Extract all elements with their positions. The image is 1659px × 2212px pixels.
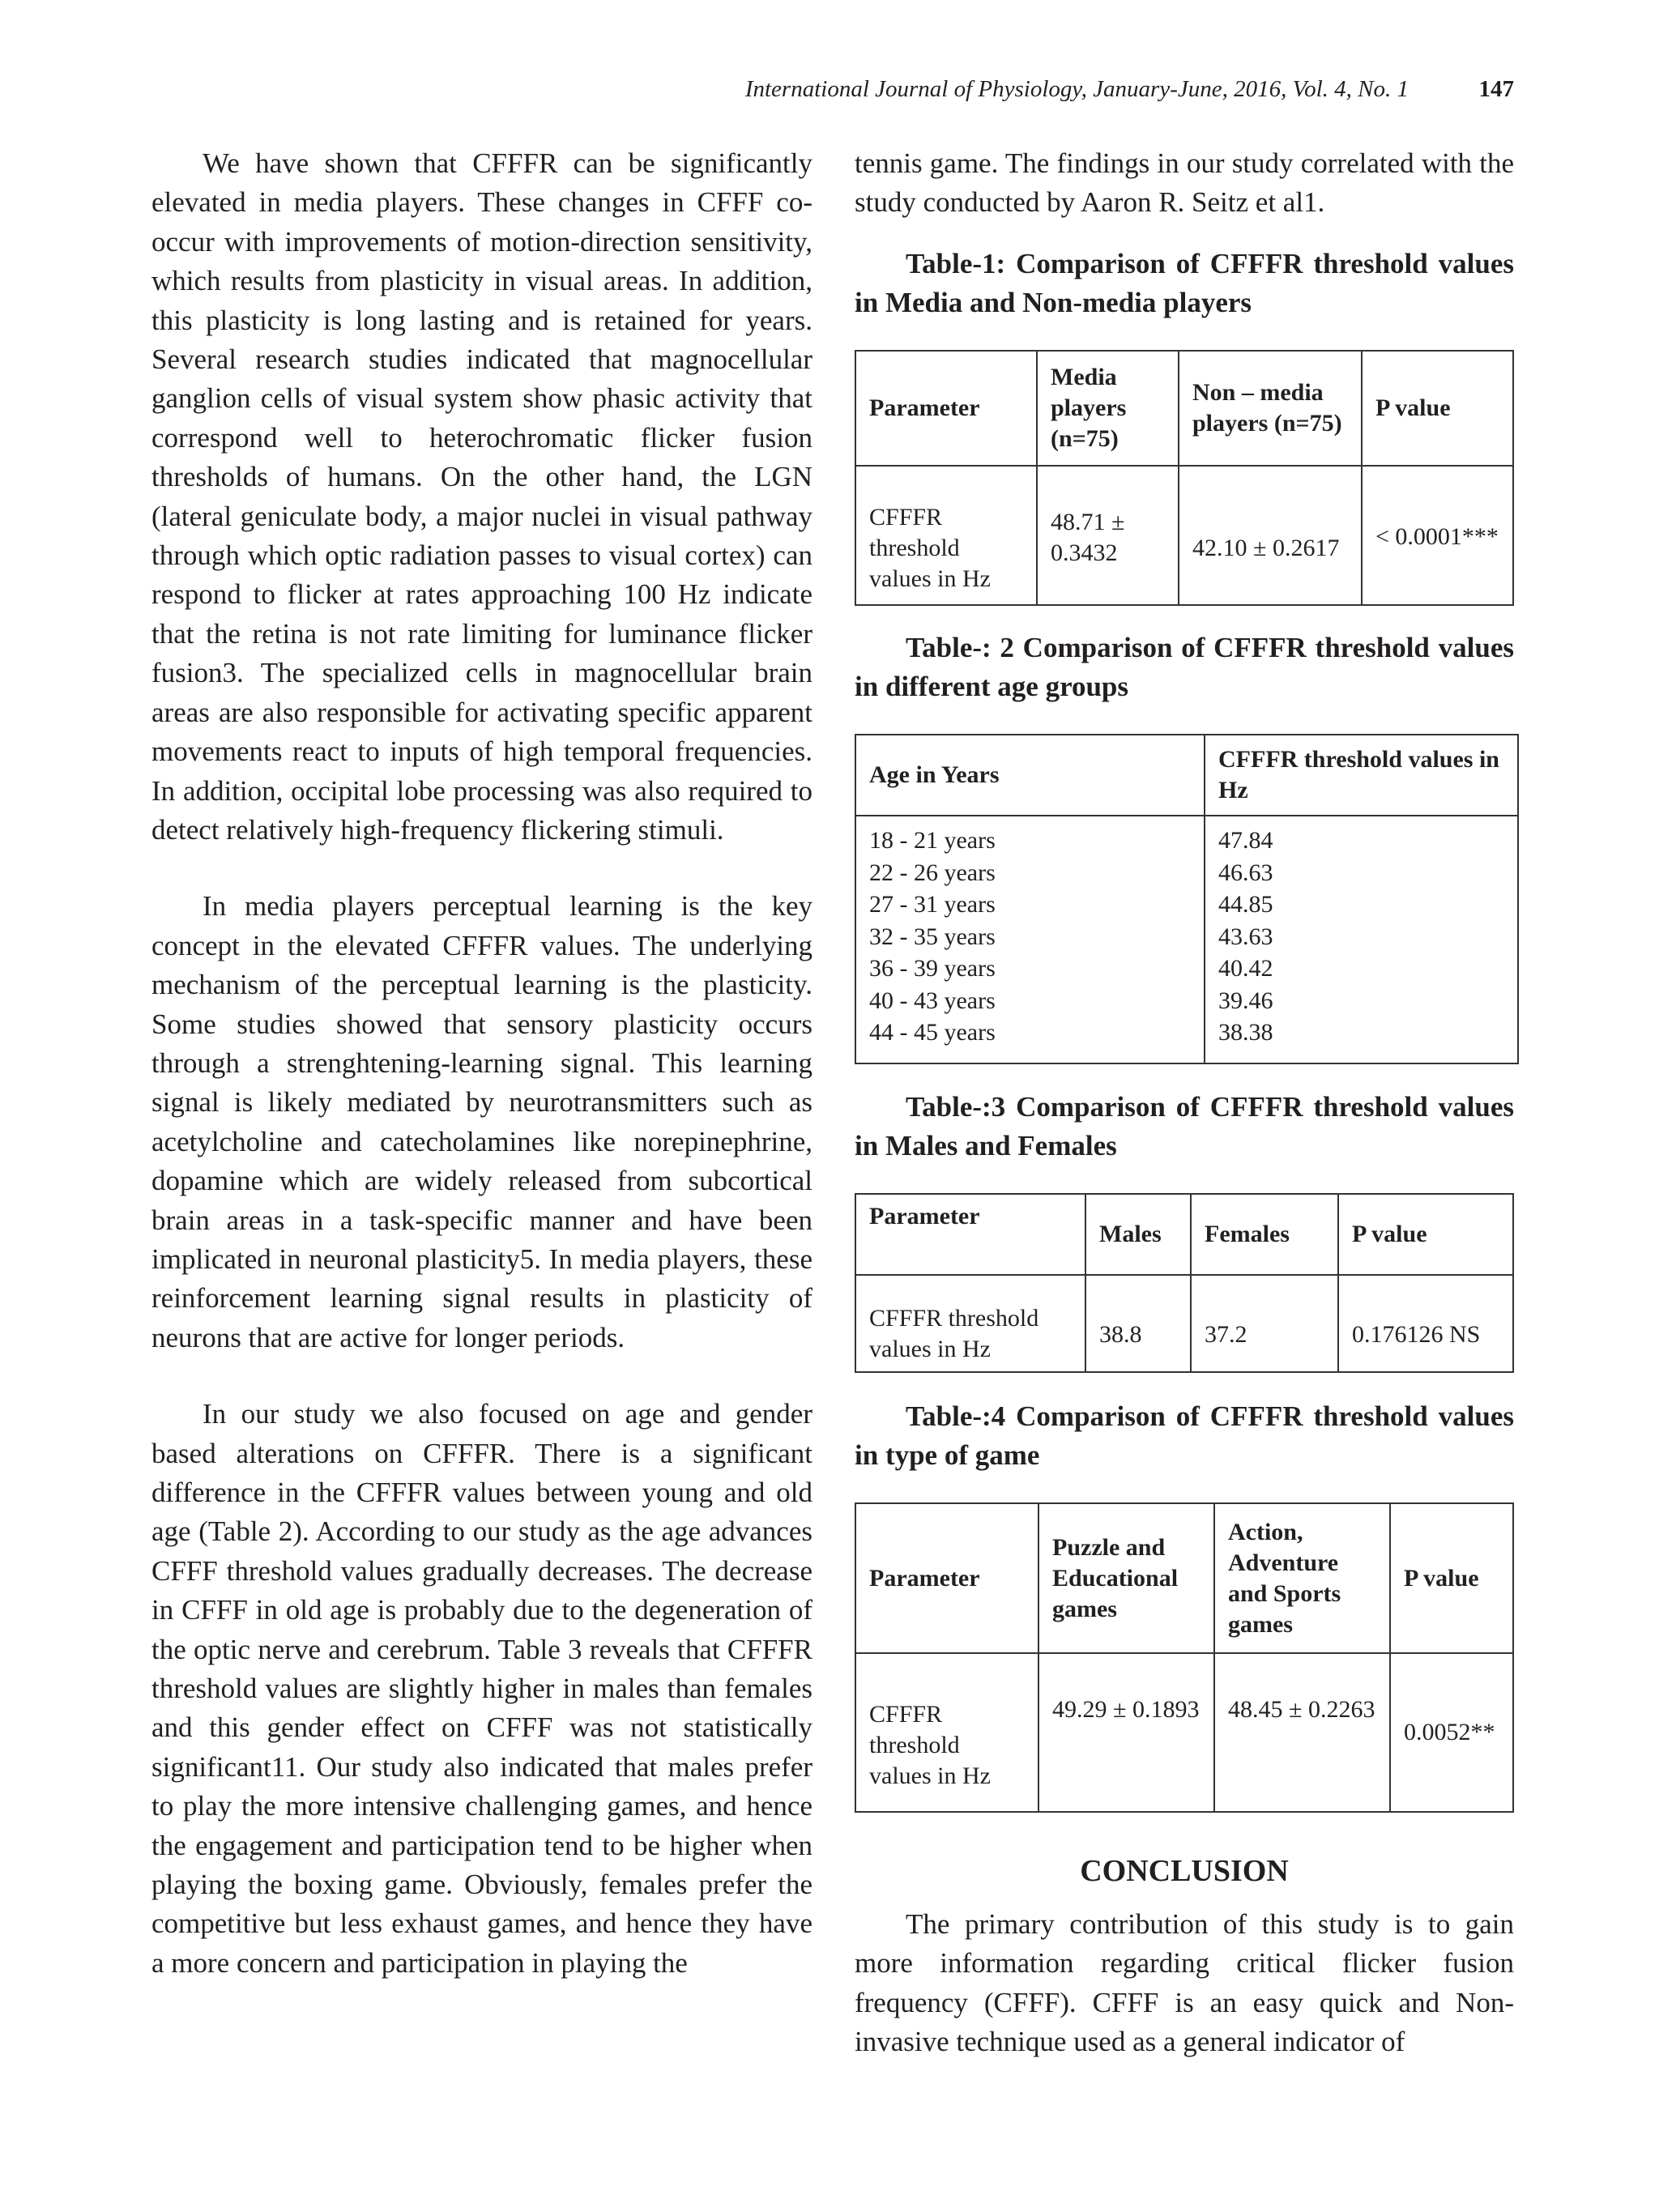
header-cell: Puzzle and Educational games [1038, 1503, 1214, 1653]
cell: 42.10 ± 0.2617 [1179, 466, 1362, 605]
table-row [855, 466, 1513, 605]
table-row [855, 1653, 1513, 1812]
caption: Table-1: Comparison of CFFFR threshold values in Media and Non-media players [855, 248, 1514, 319]
table3-caption [855, 1088, 1514, 1166]
age-group: 18 - 21 years [869, 827, 996, 854]
table4 [855, 1502, 1514, 1813]
threshold-value: 47.84 [1218, 827, 1273, 854]
cell: CFFFR threshold values in Hz [855, 466, 1037, 605]
header-cell: CFFFR threshold values in Hz [1205, 735, 1518, 816]
header-cell: Females [1191, 1194, 1338, 1275]
age-group: 22 - 26 years [869, 859, 996, 886]
age-group: 44 - 45 years [869, 1019, 996, 1046]
header-cell: P value [1338, 1194, 1513, 1275]
cell: 0.0052** [1390, 1653, 1513, 1812]
table1-caption [855, 245, 1514, 323]
table1 [855, 350, 1514, 606]
table2-caption [855, 629, 1514, 707]
journal-citation: International Journal of Physiology, January-June, 2016, Vol. 4, No. 1 [744, 76, 1409, 102]
age-group: 27 - 31 years [869, 891, 996, 918]
cell: 37.2 [1191, 1275, 1338, 1372]
age-group: 32 - 35 years [869, 923, 996, 950]
cell: CFFFR threshold values in Hz [855, 1653, 1038, 1812]
paragraph: The primary contribution of this study is to gain more information regarding critical flicker fusion frequency (CFFF). CFFF is an easy quick and Non-invasive technique used as a general indicator of [855, 1908, 1514, 2058]
threshold-value: 40.42 [1218, 955, 1273, 982]
conclusion-paragraph [855, 1905, 1514, 2062]
header-cell: Parameter [855, 1503, 1038, 1653]
header-cell: Action, Adventure and Sports games [1214, 1503, 1390, 1653]
cell: 0.176126 NS [1338, 1275, 1513, 1372]
threshold-value: 46.63 [1218, 859, 1273, 886]
cell: CFFFR threshold values in Hz [855, 1275, 1085, 1372]
header-cell: Age in Years [855, 735, 1205, 816]
cell: 48.71 ± 0.3432 [1037, 466, 1179, 605]
header-cell: Non – media players (n=75) [1179, 351, 1362, 466]
table2 [855, 734, 1519, 1064]
threshold-value: 43.63 [1218, 923, 1273, 950]
paragraph: tennis game. The findings in our study correlated with the study conducted by Aaron R. Seitz et al1. [855, 147, 1514, 219]
threshold-value: 44.85 [1218, 891, 1273, 918]
caption: Table-:4 Comparison of CFFFR threshold values in type of game [855, 1400, 1514, 1472]
table-row [855, 1275, 1513, 1372]
header-cell: P value [1362, 351, 1513, 466]
section-heading: CONCLUSION [1080, 1854, 1289, 1888]
paragraph: In media players perceptual learning is the key concept in the elevated CFFFR values. The underlying mechanism of the perceptual learning is the plasticity. Some studies showed that sensory plasticity occurs through a strenghtening-learning signal. This learning signal is likely mediated by neurotransmitters such as acetylcholine and catecholamines like norepinephrine, dopamine which are widely released from subcortical brain areas in a task-specific manner and have been implicated in neuronal plasticity5. In media players, these reinforcement learning signal results in plasticity of neurons that are active for longer periods. [151, 890, 812, 1353]
paragraph: In our study we also focused on age and gender based alterations on CFFFR. There is a significant difference in the CFFFR values between young and old age (Table 2). According to our study as the age advances CFFF threshold values gradually decreases. The decrease in CFFF in old age is probably due to the degeneration of the optic nerve and cerebrum. Table 3 reveals that CFFFR threshold values are slightly higher in males than females and this gender effect on CFFF was not statistically significant11. Our study also indicated that males prefer to play the more intensive challenging games, and hence the engagement and participation tend to be higher when playing the boxing game. Obviously, females prefer the competitive but less exhaust games, and hence they have a more concern and participation in playing the [151, 1398, 812, 1979]
cell: 49.29 ± 0.1893 [1038, 1653, 1214, 1812]
caption: Table-:3 Comparison of CFFFR threshold values in Males and Females [855, 1091, 1514, 1162]
page-number: 147 [1478, 76, 1514, 102]
header-cell: P value [1390, 1503, 1513, 1653]
threshold-value: 39.46 [1218, 987, 1273, 1014]
cell: < 0.0001*** [1362, 466, 1513, 605]
header-cell: Males [1085, 1194, 1191, 1275]
table3 [855, 1193, 1514, 1373]
header-cell: Media players (n=75) [1037, 351, 1179, 466]
header-cell: Parameter [855, 1194, 1085, 1275]
paragraph: We have shown that CFFFR can be significantly elevated in media players. These changes in CFFF co-occur with improvements of motion-direction sensitivity, which results from plasticity in visual areas. In addition, this plasticity is long lasting and is retained for years. Several research studies indicated that magnocellular ganglion cells of visual system show phasic activity that correspond well to heterochromatic flicker fusion thresholds of humans. On the other hand, the LGN (lateral geniculate body, a major nuclei in visual pathway through which optic radiation passes to visual cortex) can respond to flicker at rates approaching 100 Hz indicate that the retina is not rate limiting for luminance flicker fusion3. The specialized cells in magnocellular brain areas are also responsible for activating specific apparent movements react to inputs of high temporal frequencies. In addition, occipital lobe processing was also required to detect relatively high-frequency flickering stimuli. [151, 147, 812, 846]
table-row [855, 816, 1518, 1063]
table4-caption [855, 1397, 1514, 1476]
header-cell: Parameter [855, 351, 1037, 466]
cell: 48.45 ± 0.2263 [1214, 1653, 1390, 1812]
cell: 38.8 [1085, 1275, 1191, 1372]
threshold-value: 38.38 [1218, 1019, 1273, 1046]
left-column [151, 144, 812, 1983]
intro-paragraph [855, 144, 1514, 223]
caption: Table-: 2 Comparison of CFFFR threshold values in different age groups [855, 632, 1514, 703]
age-group: 36 - 39 years [869, 955, 996, 982]
age-group: 40 - 43 years [869, 987, 996, 1014]
